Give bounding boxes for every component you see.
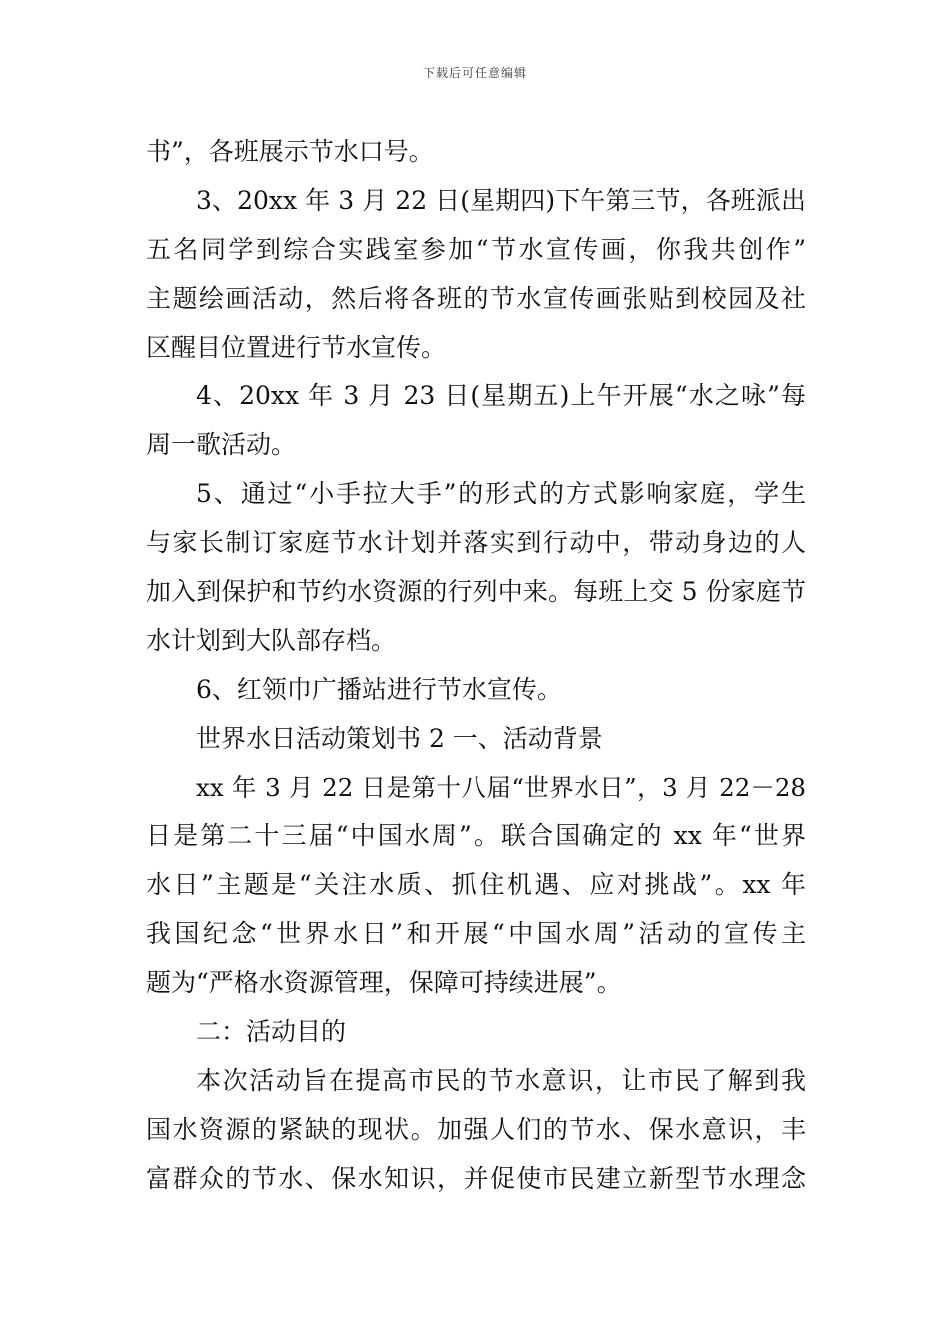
text-line: 主题绘画活动，然后将各班的节水宣传画张贴到校园及社 <box>146 283 806 313</box>
text-line: 富群众的节水、保水知识，并促使市民建立新型节水理念 <box>146 1163 806 1193</box>
section-heading: 世界水日活动策划书 2 一、活动背景 <box>196 723 603 753</box>
text-line: 水日”主题是“关注水质、抓住机遇、应对挑战”。xx 年 <box>146 870 806 900</box>
text-line: 水计划到大队部存档。 <box>146 625 397 655</box>
text-line: 3、20xx 年 3 月 22 日(星期四)下午第三节，各班派出 <box>196 185 806 215</box>
text-line: 加入到保护和节约水资源的行列中来。每班上交 5 份家庭节 <box>146 577 806 607</box>
page-header: 下载后可任意编辑 <box>422 66 527 80</box>
text-line: 我国纪念“世界水日”和开展“中国水周”活动的宣传主 <box>146 919 806 949</box>
text-line: 五名同学到综合实践室参加“节水宣传画，你我共创作” <box>146 234 806 264</box>
text-line: 区醒目位置进行节水宣传。 <box>146 332 447 362</box>
text-line: xx 年 3 月 22 日是第十八届“世界水日”，3 月 22－28 <box>196 772 806 802</box>
text-line: 题为“严格水资源管理，保障可持续进展”。 <box>146 968 622 998</box>
text-line: 国水资源的紧缺的现状。加强人们的节水、保水意识，丰 <box>146 1114 806 1144</box>
text-line: 周一歌活动。 <box>146 430 297 460</box>
text-line: 4、20xx 年 3 月 23 日(星期五)上午开展“水之咏”每 <box>196 381 806 411</box>
text-line: 日是第二十三届“中国水周”。联合国确定的 xx 年“世界 <box>146 821 806 851</box>
text-line: 与家长制订家庭节水计划并落实到行动中，带动身边的人 <box>146 528 806 558</box>
text-line: 6、红领巾广播站进行节水宣传。 <box>196 674 562 704</box>
text-line: 书”，各班展示节水口号。 <box>146 137 434 166</box>
section-heading: 二：活动目的 <box>196 1017 347 1047</box>
text-line: 本次活动旨在提高市民的节水意识，让市民了解到我 <box>196 1065 806 1095</box>
text-line: 5、通过“小手拉大手”的形式的方式影响家庭，学生 <box>196 479 806 509</box>
document-body <box>146 128 806 1204</box>
